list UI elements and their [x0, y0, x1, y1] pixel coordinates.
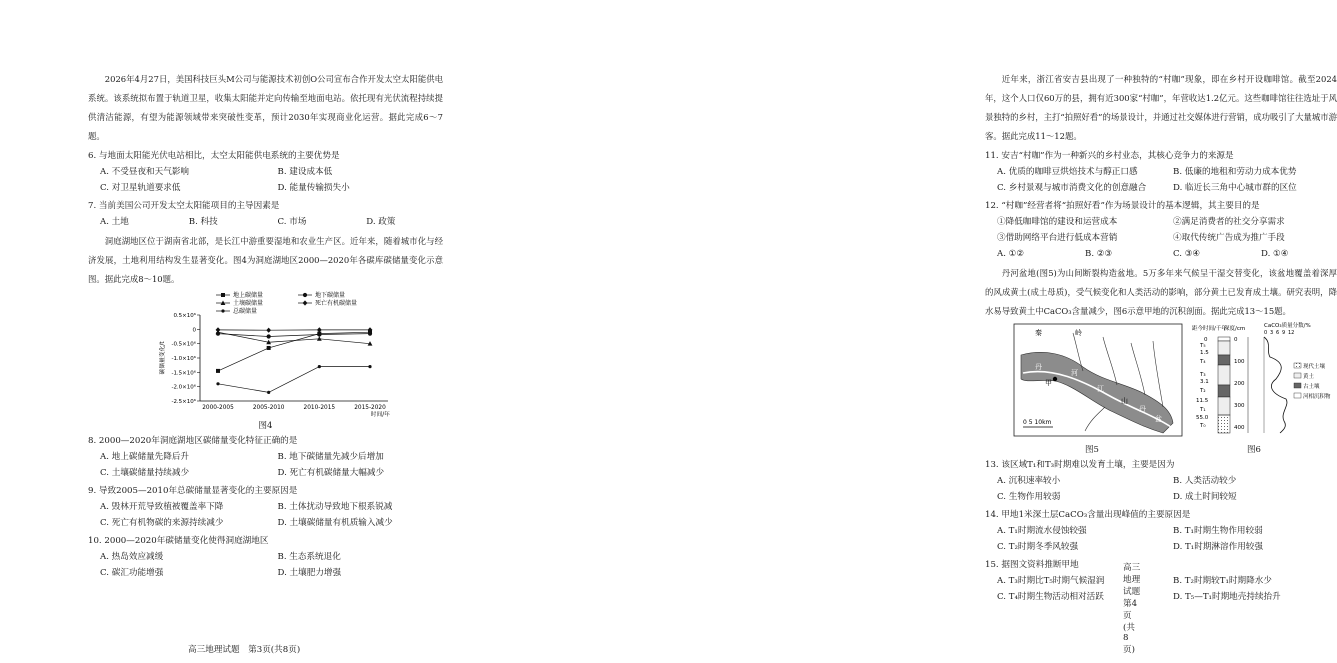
option: C. T₄时期生物活动相对活跃 [997, 592, 1104, 602]
option: B. T₂时期较T₁时期降水少 [1173, 576, 1272, 586]
data-point [267, 346, 271, 350]
data-point [318, 365, 321, 368]
caco3-ticks [1264, 330, 1294, 336]
legend-label: 现代土壤 [1303, 364, 1326, 370]
page3-column [88, 70, 443, 581]
fig4-axes [158, 312, 390, 418]
time-label: 55.0 [1196, 415, 1209, 421]
x-tick-label: 2015-2020 [354, 405, 386, 411]
site-jia-marker [1053, 377, 1057, 381]
question-11: 11. 安吉“村咖”作为一种新兴的乡村业态，其核心竞争力的来源是 [985, 151, 1234, 161]
y-tick-label: -1.0×10⁶ [171, 356, 196, 362]
legend-label: 死亡有机碳储量 [315, 300, 358, 307]
option: C. 乡村景观与城市消费文化的创意融合 [997, 183, 1147, 193]
x-tick-label: 2010-2015 [303, 405, 336, 411]
layer-paleosol [1218, 385, 1230, 397]
y-tick-label: -1.5×10⁶ [171, 370, 196, 377]
y-tick-label: -2.5×10⁶ [171, 399, 196, 405]
exam-page-4 [475, 0, 1337, 663]
option: B. 低廉的地租和劳动力成本优势 [1173, 167, 1297, 177]
data-point [267, 391, 270, 394]
tick-label: 0 [1264, 330, 1268, 336]
layer-paleosol [1218, 355, 1230, 365]
question-14: 14. 甲地1米深土层CaCO₃含量出现峰值的主要原因是 [985, 510, 1191, 520]
data-point [216, 327, 221, 332]
option: B. 人类活动较少 [1173, 476, 1237, 486]
data-point [267, 334, 271, 338]
option: A. 毁林开荒导致植被覆盖率下降 [100, 502, 224, 512]
data-point [216, 369, 220, 373]
option: A. 不受昼夜和天气影响 [100, 167, 190, 177]
data-point [303, 300, 308, 305]
option: C. T₂时期冬季风较强 [997, 542, 1079, 552]
data-point [368, 365, 371, 368]
series-3 [216, 327, 373, 332]
option: A. 土地 [100, 217, 129, 227]
question-12-options [985, 246, 1337, 262]
intro-11-12: 近年来，浙江省安吉县出现了一种独特的“村咖”现象，即在乡村开设咖啡馆。截至2024年，这个人口仅60万的县，拥有近300家“村咖”，年营收达1.2亿元。这些咖啡馆往往选址于风景独特的乡村，主打“拍照好看”的场景设计，并通过社交媒体进行营销，成功吸引了大量城市游客。据此完成11～12题。 [985, 74, 1337, 141]
option: B. T₁时期生物作用较弱 [1173, 526, 1263, 536]
fig6-profile [1190, 323, 1330, 441]
map-label: 盆 [1155, 415, 1162, 423]
option: B. 建设成本低 [277, 167, 333, 177]
depth-label: 0 [1234, 337, 1238, 343]
option: A. T₁时期流水侵蚀较强 [997, 526, 1087, 536]
page4-column [985, 70, 1337, 605]
river-tributary [1103, 337, 1117, 385]
question-7: 7. 当前美国公司开发太空太阳能项目的主导因素是 [88, 201, 280, 211]
fig4-series [216, 327, 373, 394]
fig4-caption: 图4 [258, 421, 273, 431]
depth-label: 300 [1234, 403, 1245, 409]
question-6-options [88, 164, 443, 196]
series-line [218, 367, 370, 393]
statement: ④取代传统广告成为推广手段 [1173, 233, 1285, 243]
option: B. 生态系统退化 [277, 552, 341, 562]
option: B. 地下碳储量先减少后增加 [277, 452, 384, 462]
fig4-legend [216, 291, 357, 315]
tick-label: 6 [1276, 330, 1280, 336]
data-point [216, 382, 219, 385]
river-tributary [1131, 343, 1145, 395]
question-15-options [985, 573, 1337, 605]
question-10-options [88, 549, 443, 581]
time-label: T₁ [1200, 407, 1206, 413]
question-9: 9. 导致2005—2010年总碳储量显著变化的主要原因是 [88, 486, 298, 496]
fig6-col-caco3: CaCO₃质量分数/% [1264, 323, 1311, 329]
option: B. ②③ [1085, 249, 1113, 259]
map-label: 江 [1097, 385, 1104, 393]
scale-label: 0 5 10km [1023, 419, 1052, 426]
option: B. 土体扰动导致地下根系锐减 [277, 502, 393, 512]
question-9-options [88, 499, 443, 531]
question-8-options [88, 449, 443, 481]
depth-label: 200 [1234, 381, 1245, 387]
time-label: T₀ [1200, 423, 1206, 429]
time-label: T₃ [1200, 372, 1206, 378]
series-line [218, 334, 370, 337]
series-2 [216, 330, 373, 346]
time-label: 3.1 [1200, 379, 1209, 385]
fig6-legend [1294, 362, 1331, 400]
legend-swatch [1294, 393, 1301, 398]
option: A. ①② [997, 249, 1025, 259]
data-point [221, 309, 224, 312]
layer-fluvial [1218, 415, 1230, 433]
legend-label: 古土壤 [1303, 384, 1320, 390]
fig5-basin-map [1013, 323, 1183, 441]
option: C. 市场 [277, 217, 307, 227]
question-13-options [985, 473, 1337, 505]
option: D. 能量传输损失小 [277, 183, 350, 193]
question-10: 10. 2000—2020年碳储量变化使得洞庭湖地区 [88, 536, 269, 546]
legend-label: 地下碳储量 [315, 292, 346, 299]
statement: ③借助网络平台进行低成本营销 [997, 233, 1118, 243]
legend-swatch [1294, 383, 1301, 388]
data-point [317, 332, 321, 336]
option: A. 热岛效应减缓 [100, 552, 164, 562]
data-point [303, 293, 307, 297]
option: C. ③④ [1173, 249, 1201, 259]
map-label: 秦 [1035, 329, 1042, 337]
option: A. 优质的咖啡豆烘焙技术与醇正口感 [997, 167, 1138, 177]
option: C. 对卫星轨道要求低 [100, 183, 181, 193]
x-tick-label: 2005-2010 [252, 405, 285, 411]
option: B. 科技 [188, 217, 218, 227]
option: D. 临近长三角中心城市群的区位 [1173, 183, 1297, 193]
intro-13-15: 丹河盆地(图5)为山间断裂构造盆地。5万多年来气候呈干湿交替变化，该盆地覆盖着深厚的风成黄土(成土母质)，受气候变化和人类活动的影响，部分黄土已发育成土壤。研究表明，降水易导致黄土中CaCO₃含量减少，图6示意甲地的沉积剖面。据此完成13～15题。 [985, 268, 1337, 316]
data-point [221, 293, 225, 297]
legend-label: 黄土 [1303, 374, 1315, 380]
tick-label: 9 [1282, 330, 1286, 336]
legend-label: 地上碳储量 [233, 292, 264, 299]
option: D. T₁时期淋溶作用较强 [1173, 542, 1263, 552]
question-15: 15. 据图文资料推断甲地 [985, 560, 1079, 570]
time-label: 0 [1204, 337, 1208, 343]
option: A. 沉积速率较小 [997, 476, 1061, 486]
option: A. 地上碳储量先降后升 [100, 452, 190, 462]
data-point [317, 336, 322, 341]
fig6-col-time: 距今时间/千年 [1192, 326, 1227, 332]
option: D. 死亡有机碳储量大幅减少 [277, 468, 385, 478]
series-4 [216, 365, 371, 394]
depth-label: 100 [1234, 359, 1245, 365]
y-tick-label: 0 [192, 327, 196, 334]
question-7-options [88, 214, 443, 230]
fig4-carbon-chart [88, 289, 443, 419]
y-axis-label: 碳储量变化/t [160, 341, 166, 375]
layer-loess [1218, 341, 1230, 355]
option: D. 政策 [366, 217, 396, 227]
question-13: 13. 该区域T₁和T₃时期难以发育土壤，主要是因为 [985, 460, 1175, 470]
layer-modern-soil [1218, 337, 1230, 341]
intro-6-7: 2026年4月27日，美国科技巨头M公司与能源技术初创O公司宣布合作开发太空太阳能供电系统。该系统拟布置于轨道卫星，收集太阳能并定向传输至地面电站。依托现有光伏流程持续提供清洁能源，有望为能源领域带来突破性变革，预计2030年实现商业化运营。据此完成6～7题。 [88, 74, 443, 141]
option: A. T₃时期比T₅时期气候湿润 [997, 576, 1105, 586]
legend-swatch [1294, 363, 1301, 368]
series-line [218, 332, 370, 371]
fig6-caption: 图6 [1247, 445, 1261, 455]
option: C. 碳汇功能增强 [100, 568, 164, 578]
river-tributary [1085, 407, 1105, 431]
statement: ①降低咖啡馆的建设和运营成本 [997, 217, 1118, 227]
caco3-curve [1264, 337, 1287, 433]
map-label: 丹 [1139, 405, 1146, 413]
legend-label: 河相沉积物 [1303, 394, 1331, 400]
option: D. 土壤碳储量有机质输入减少 [277, 518, 393, 528]
figures-5-6 [985, 323, 1337, 455]
y-tick-label: -2.0×10⁶ [171, 384, 196, 391]
time-label: 11.5 [1196, 398, 1209, 404]
option: D. T₅—T₁时期地壳持续抬升 [1173, 592, 1281, 602]
fig6-col-depth: 深度/cm [1224, 326, 1246, 332]
exam-page-3 [0, 0, 475, 663]
question-8: 8. 2000—2020年洞庭湖地区碳储量变化特征正确的是 [88, 436, 298, 446]
time-label: T₄ [1200, 359, 1206, 365]
question-11-options [985, 164, 1337, 196]
map-label: 山 [1121, 397, 1128, 405]
data-point [266, 328, 271, 333]
time-labels [1196, 337, 1209, 429]
river-tributary [1153, 341, 1163, 407]
statement: ②满足消费者的社交分享需求 [1173, 217, 1285, 227]
question-6: 6. 与地面太阳能光伏电站相比，太空太阳能供电系统的主要优势是 [88, 151, 340, 161]
option: D. 土壤肥力增强 [277, 568, 342, 578]
page4-footer: 高三地理试题 第4页(共8页) [1123, 563, 1149, 655]
time-label: 1.5 [1200, 350, 1209, 356]
layer-loess [1218, 397, 1230, 415]
tick-label: 12 [1288, 330, 1295, 336]
option: D. ①④ [1261, 249, 1289, 259]
x-axis-label: 时间/年 [370, 412, 390, 418]
time-label: T₂ [1200, 388, 1206, 394]
depth-label: 400 [1234, 425, 1245, 431]
option: C. 死亡有机物碳的来源持续减少 [100, 518, 224, 528]
intro-8-10: 洞庭湖地区位于湖南省北部，是长江中游重要湿地和农业生产区。近年来，随着城市化与经济发展，土地利用结构发生显著变化。图4为洞庭湖地区2000—2020年各碳库碳储量变化示意图。据此完成8～10题。 [88, 236, 443, 284]
legend-swatch [1294, 373, 1301, 378]
time-label: T₅ [1200, 343, 1206, 349]
map-label: 河 [1071, 369, 1078, 377]
page3-footer: 高三地理试题 第3页(共8页) [188, 645, 301, 655]
map-label: 甲 [1045, 379, 1052, 387]
y-tick-label: -0.5×10⁶ [171, 341, 196, 348]
question-14-options [985, 523, 1337, 555]
layer-loess [1218, 365, 1230, 385]
map-label: 岭 [1075, 329, 1082, 337]
x-tick-label: 2000-2005 [202, 405, 234, 411]
question-12: 12. “村咖”经营者将“拍照好看”作为场景设计的基本逻辑，其主要目的是 [985, 201, 1260, 211]
y-tick-label: 0.5×10⁶ [173, 313, 196, 319]
fig5-caption: 图5 [1085, 445, 1099, 455]
legend-label: 土壤碳储量 [233, 300, 264, 307]
option: C. 土壤碳储量持续减少 [100, 468, 190, 478]
tick-label: 3 [1270, 330, 1274, 336]
depth-labels [1234, 337, 1245, 431]
option: C. 生物作用较弱 [997, 492, 1061, 502]
legend-label: 总碳储量 [233, 308, 258, 315]
question-12-items [985, 214, 1337, 246]
option: D. 成土时间较短 [1173, 492, 1237, 502]
map-label: 丹 [1035, 363, 1042, 371]
